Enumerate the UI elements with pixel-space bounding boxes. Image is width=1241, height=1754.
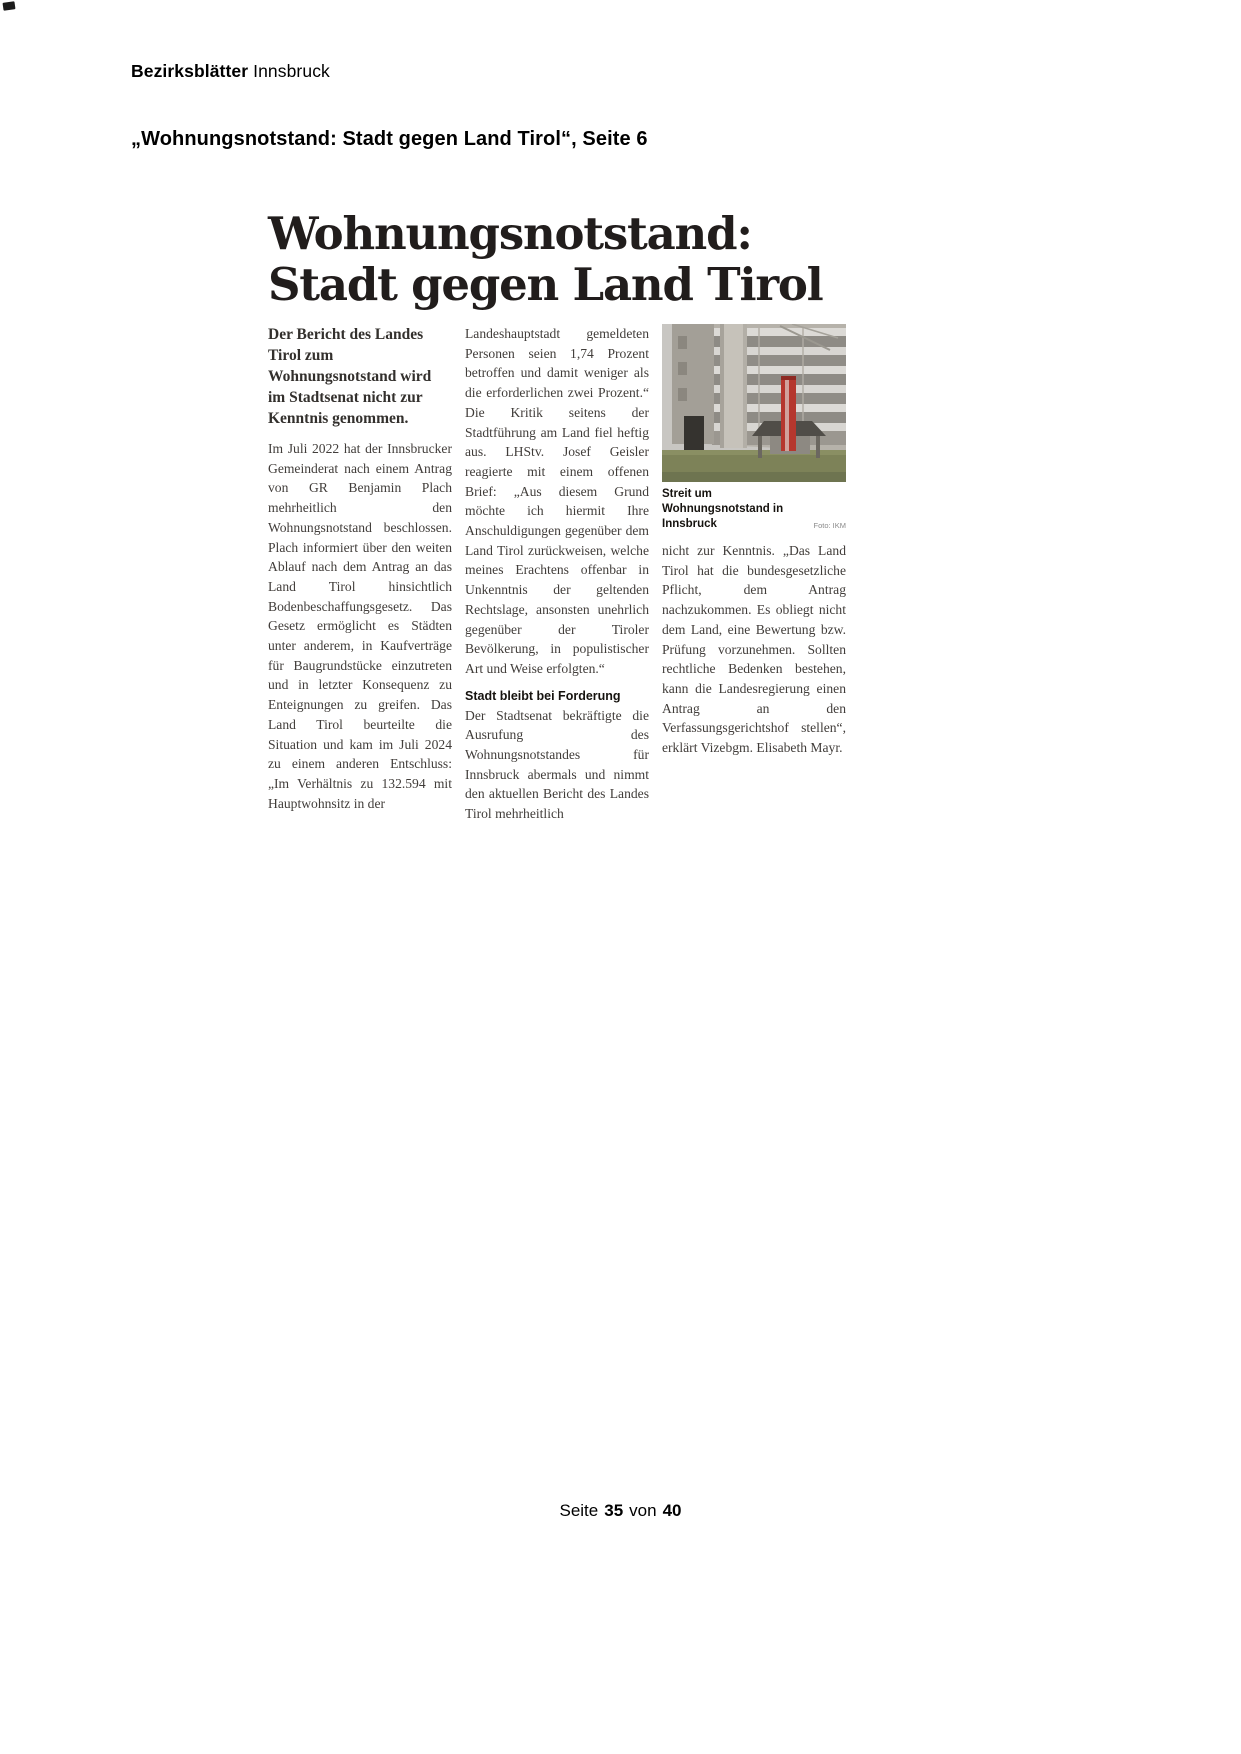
footer-label-seite: Seite — [559, 1501, 599, 1520]
article-columns — [268, 324, 848, 824]
article-subhead: Stadt bleibt bei Forderung — [465, 688, 621, 703]
newspaper-clipping — [268, 208, 848, 824]
article-body-col1: Im Juli 2022 hat der Innsbrucker Gemeinderat nach einem Antrag von GR Benjamin Plach mehrheitlich den Wohnungsnotstand beschlossen. Plach informiert über den weiten Ablauf nach dem Antrag an das Land Tirol hinsichtlich Bodenbeschaffungsgesetz. Das Gesetz ermöglicht es Städten unter anderem, in Kaufverträge für Baugrundstücke einzutreten und in letzter Konsequenz zu Enteignungen zu greifen. Das Land Tirol beurteilte die Situation und kam im Juli 2024 zu einem anderen Entschluss: „Im Verhältnis zu 132.594 mit Hauptwohnsitz in der — [268, 441, 452, 811]
article-headline — [268, 208, 848, 310]
footer-label-von: von — [629, 1501, 657, 1520]
footer-total-pages: 40 — [662, 1501, 682, 1520]
headline-line-2: Stadt gegen Land Tirol — [268, 258, 823, 311]
page-footer — [0, 1501, 1241, 1521]
page-title: „Wohnungsnotstand: Stadt gegen Land Tirol“, Seite 6 — [131, 128, 648, 150]
photo-caption: Streit um Wohnungsnotstand in Innsbruck — [662, 488, 784, 530]
article-body-col2: Landeshauptstadt gemeldeten Personen seien 1,74 Prozent betroffen und damit weniger als die erforderlichen zwei Prozent.“ Die Kritik seitens der Stadtführung am Land fiel heftig aus. LHStv. Josef Geisler reagierte mit einem offenen Brief: „Aus diesem Grund möchte ich hiermit Ihre Anschuldigungen gegenüber dem Land Tirol zurückweisen, welche meines Erachtens offenbar in Unkenntnis der geltenden Rechtslage, ansonsten unehrlich gegenüber der Tiroler Bevölkerung, in populistischer Art und Weise erfolgten.“ — [465, 326, 649, 676]
photo-caption-row — [662, 487, 846, 532]
article-column-2 — [465, 324, 649, 824]
publication-edition: Innsbruck — [253, 61, 330, 81]
article-column-1 — [268, 324, 452, 824]
article-body-col3: nicht zur Kenntnis. „Das Land Tirol hat die bundesgesetzliche Pflicht, dem Antrag nachzukommen. Es obliegt nicht dem Land, eine Bewertung bzw. Prüfung vorzunehmen. Sollten rechtliche Bedenken bestehen, kann die Landesregierung einen Antrag an den Verfassungsgerichtshof stellen“, erklärt Vizebgm. Elisabeth Mayr. — [662, 543, 846, 756]
publication-name: Bezirksblätter — [131, 61, 249, 81]
photo-credit: Foto: IKM — [813, 521, 846, 530]
article-lead: Der Bericht des Landes Tirol zum Wohnungsnotstand wird im Stadtsenat nicht zur Kenntnis genommen. — [268, 326, 432, 427]
footer-page-number: 35 — [604, 1501, 624, 1520]
headline-line-1: Wohnungsnotstand: — [268, 207, 752, 260]
article-column-3 — [662, 324, 846, 824]
publication-header — [131, 61, 330, 82]
article-photo — [662, 324, 846, 482]
scan-artifact — [3, 1, 16, 11]
article-body-col2b: Der Stadtsenat bekräftigte die Ausrufung des Wohnungsnotstandes für Innsbruck abermals und nimmt den aktuellen Bericht des Landes Tirol mehrheitlich — [465, 707, 649, 822]
